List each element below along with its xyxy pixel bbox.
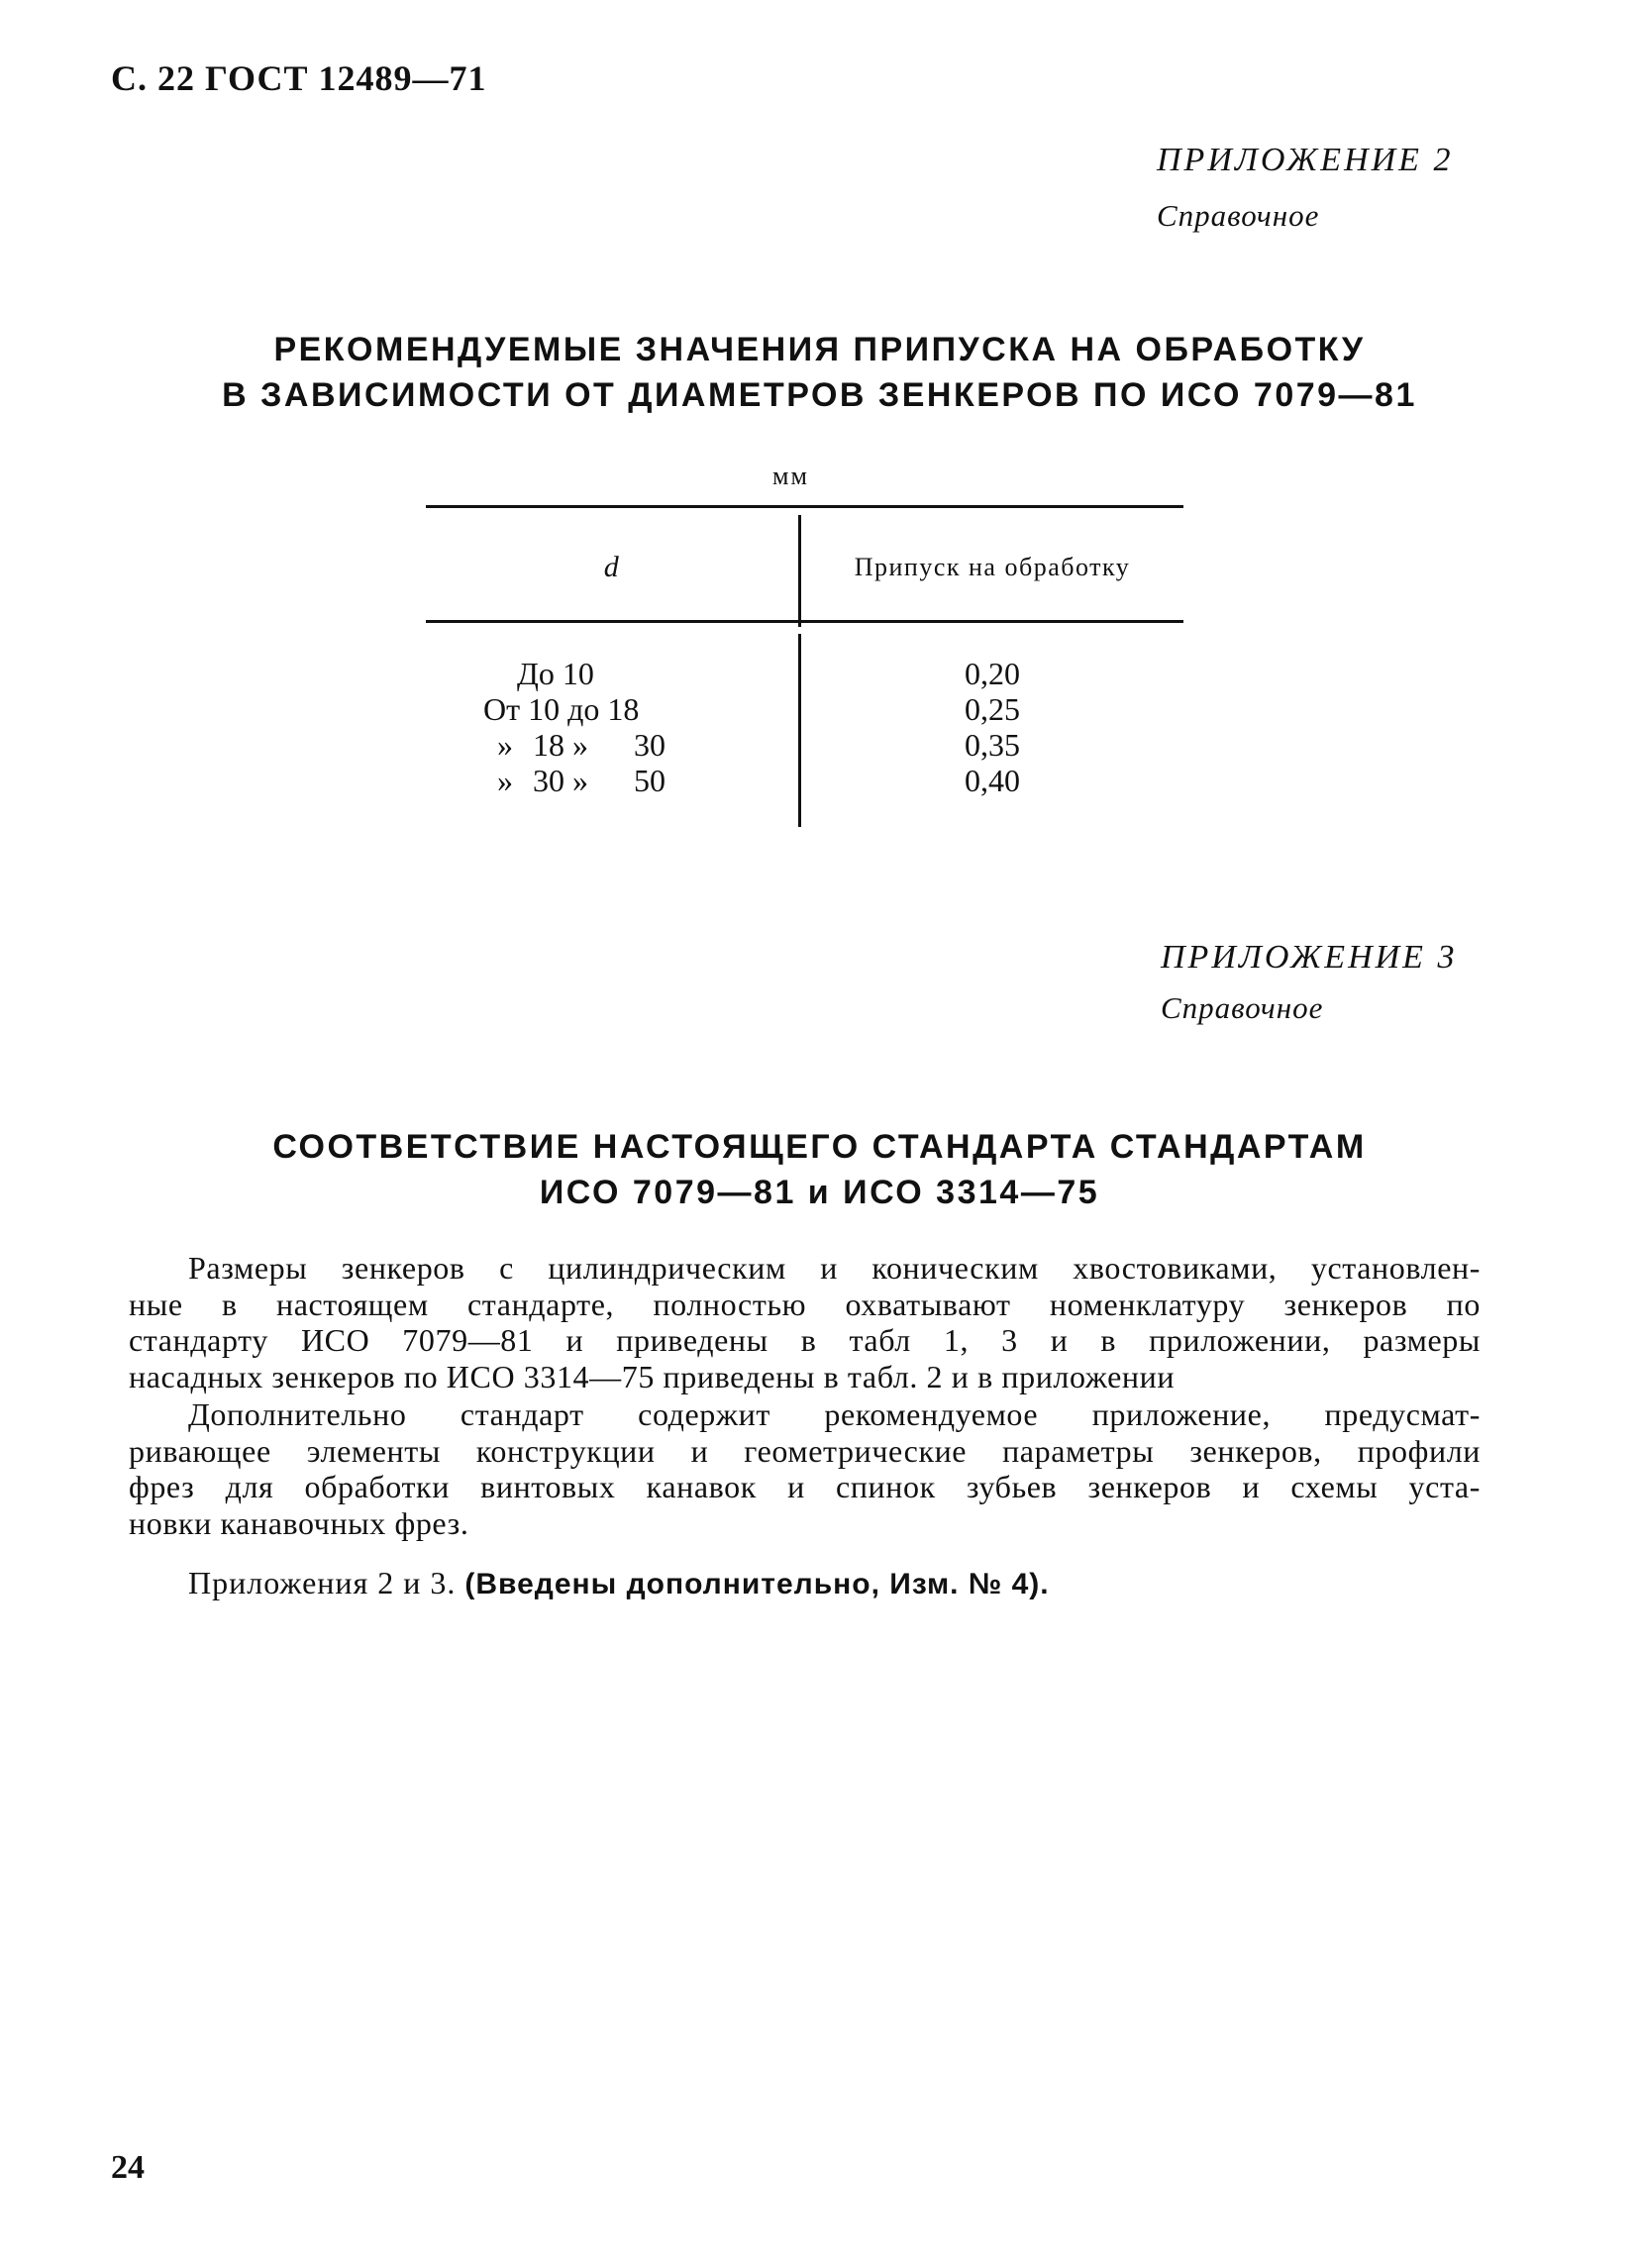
table-top-rule	[426, 505, 1183, 508]
diameter-cell: От 10 до 18	[483, 691, 640, 727]
paragraph-2	[129, 1396, 1481, 1541]
paragraph-line: стандарту ИСО 7079—81 и приведены в табл 1, 3 и в приложении, размеры	[129, 1322, 1481, 1358]
paragraph-line: Дополнительно стандарт содержит рекомендуемое приложение, предусмат-	[188, 1396, 1481, 1432]
appendix-3-title-line-1: СООТВЕТСТВИЕ НАСТОЯЩЕГО СТАНДАРТА СТАНДАРТАМ	[272, 1128, 1367, 1166]
paragraph-line: насадных зенкеров по ИСО 3314—75 приведены в табл. 2 и в приложении	[129, 1358, 1176, 1394]
paragraph-1	[129, 1250, 1481, 1394]
appendix-2-label: ПРИЛОЖЕНИЕ 2	[1157, 142, 1454, 178]
appendix-3-title-line-2: ИСО 7079—81 и ИСО 3314—75	[539, 1174, 1100, 1211]
amendment-note-text: Приложения 2 и 3.	[188, 1565, 465, 1600]
table-row	[426, 763, 798, 798]
table-header-rule	[426, 620, 1183, 623]
appendix-2-subtitle: Справочное	[1157, 198, 1320, 233]
page-header: С. 22 ГОСТ 12489—71	[111, 58, 487, 98]
appendix-3-label: ПРИЛОЖЕНИЕ 3	[1161, 939, 1458, 976]
allowance-cell: 0,25	[965, 691, 1020, 727]
table-row	[426, 691, 798, 727]
allowance-cell: 0,35	[965, 727, 1020, 763]
diameter-cell: 30 »	[533, 763, 588, 798]
appendix-2-title-line-2: В ЗАВИСИМОСТИ ОТ ДИАМЕТРОВ ЗЕНКЕРОВ ПО ИСО 7079—81	[222, 376, 1417, 414]
diameter-cell: 50	[634, 763, 666, 798]
paragraph-line: фрез для обработки винтовых канавок и спинок зубьев зенкеров и схемы уста-	[129, 1469, 1481, 1504]
diameter-cell: До 10	[517, 656, 594, 691]
appendix-2-title-line-1: РЕКОМЕНДУЕМЫЕ ЗНАЧЕНИЯ ПРИПУСКА НА ОБРАБОТКУ	[273, 331, 1366, 368]
diameter-cell: 30	[634, 727, 666, 763]
allowance-cell: 0,40	[965, 763, 1020, 798]
diameter-cell: »	[497, 727, 513, 763]
paragraph-line: Размеры зенкеров с цилиндрическим и коническим хвостовиками, установлен-	[188, 1250, 1481, 1286]
column-header-allowance: Припуск на обработку	[854, 553, 1131, 581]
table-row	[426, 727, 798, 763]
diameter-cell: 18 »	[533, 727, 588, 763]
appendix-2-title	[0, 327, 1639, 418]
table-row	[426, 656, 798, 691]
allowance-column	[801, 656, 1183, 798]
paragraph-line: ривающее элементы конструкции и геометрические параметры зенкеров, профили	[129, 1432, 1481, 1469]
appendix-3-title	[0, 1124, 1639, 1215]
allowance-cell: 0,20	[965, 656, 1020, 691]
diameter-column	[426, 656, 798, 798]
appendix-3-subtitle: Справочное	[1161, 990, 1324, 1025]
diameter-cell: »	[497, 763, 513, 798]
column-header-d: d	[603, 551, 621, 583]
amendment-note-bold: (Введены дополнительно, Изм. № 4).	[464, 1568, 1050, 1600]
paragraph-line: ные в настоящем стандарте, полностью охватывают номенклатуру зенкеров по	[129, 1286, 1481, 1322]
table-unit: мм	[772, 462, 809, 490]
amendment-note	[188, 1565, 1050, 1601]
allowance-table	[426, 505, 1183, 822]
page-number: 24	[111, 2149, 145, 2186]
paragraph-line: новки канавочных фрез.	[129, 1504, 469, 1541]
